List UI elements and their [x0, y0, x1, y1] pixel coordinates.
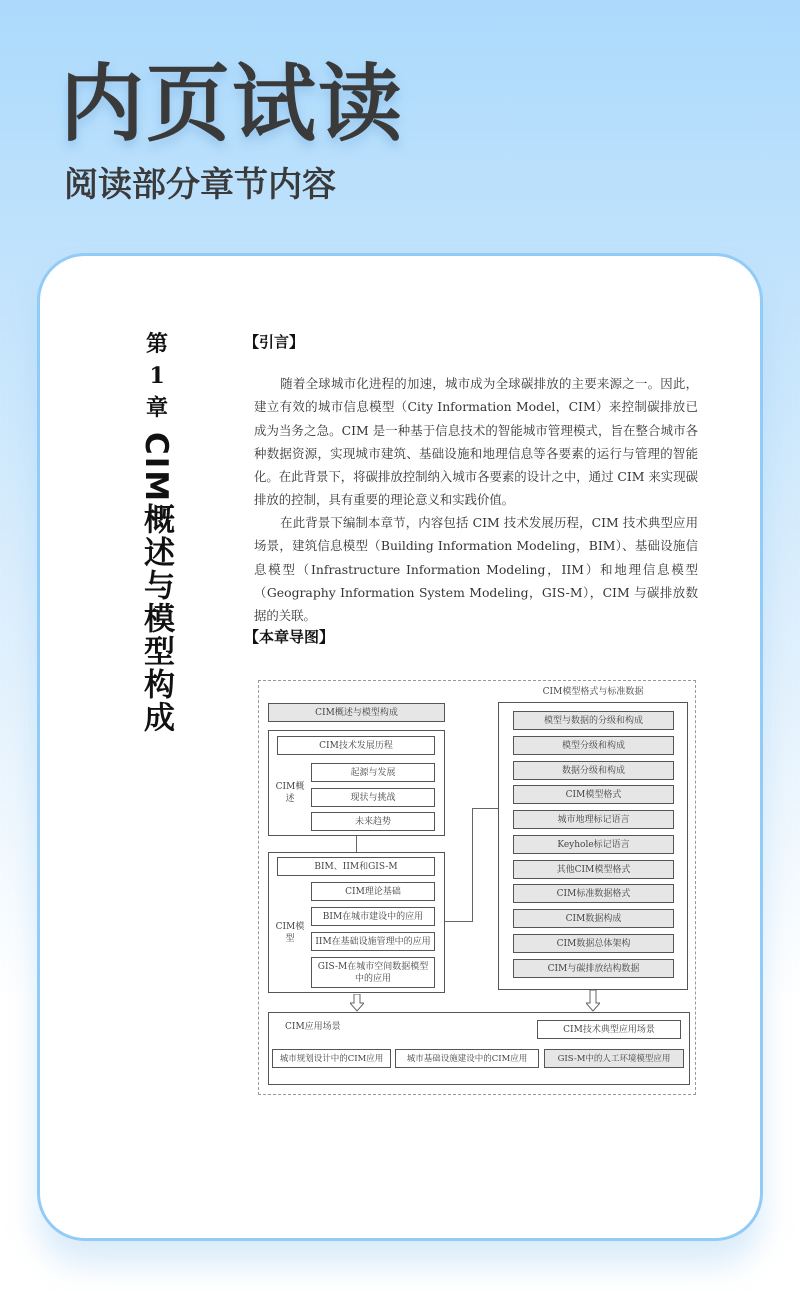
arrow-down-icon: [350, 994, 364, 1012]
model-label: CIM模型: [275, 922, 305, 944]
format-item: 其他CIM模型格式: [513, 860, 674, 879]
mindmap-heading: 【本章导图】: [244, 628, 335, 646]
formats-title: CIM模型格式与标准数据: [542, 687, 644, 697]
overview-item: 现状与挑战: [311, 788, 435, 807]
chapter-number-suffix: 章: [145, 395, 168, 421]
chapter-title: CIM概述与模型构成: [138, 432, 174, 735]
format-item: 城市地理标记语言: [513, 810, 674, 829]
model-header: BIM、IIM和GIS-M: [277, 857, 435, 876]
format-item: CIM数据构成: [513, 909, 674, 928]
overview-item: 未来趋势: [311, 812, 435, 831]
connector-line: [445, 921, 473, 922]
chapter-number-prefix: 第: [145, 331, 168, 357]
model-item: CIM理论基础: [311, 882, 435, 901]
format-item: CIM模型格式: [513, 785, 674, 804]
format-item: 数据分级和构成: [513, 761, 674, 780]
format-item: CIM数据总体架构: [513, 934, 674, 953]
format-item: 模型分级和构成: [513, 736, 674, 755]
model-item: GIS-M在城市空间数据模型中的应用: [311, 957, 435, 988]
application-item: 城市基础设施建设中的CIM应用: [395, 1049, 539, 1068]
chapter-mindmap: [258, 680, 696, 1095]
chapter-number-value: 1: [149, 363, 165, 389]
connector-line: [472, 808, 498, 809]
model-item: IIM在基础设施管理中的应用: [311, 932, 435, 951]
hero-subtitle: 阅读部分章节内容: [64, 165, 336, 205]
applications-label: CIM应用场景: [285, 1022, 341, 1032]
format-item: CIM与碳排放结构数据: [513, 959, 674, 978]
chapter-number: [143, 328, 171, 424]
intro-paragraph-1-text: 随着全球城市化进程的加速，城市成为全球碳排放的主要来源之一。因此，建立有效的城市信息模型（City Information Model，CIM）来控制碳排放已成为当务之急。CIM 是一种基于信息技术的智能城市管理模式，旨在整合城市各种数据资源，实现城市建筑、基础设施和地理信息等各要素的运行与管理的智能化。在此背景下，将碳排放控制纳入城市各要素的设计之中，通过 CIM 来实现碳排放的控制，具有重要的理论意义和实践价值。: [254, 376, 698, 508]
format-item: Keyhole标记语言: [513, 835, 674, 854]
model-item: BIM在城市建设中的应用: [311, 907, 435, 926]
intro-paragraph-2: [254, 511, 698, 627]
intro-paragraph-1: [254, 372, 698, 512]
overview-item: 起源与发展: [311, 763, 435, 782]
applications-header: CIM技术典型应用场景: [537, 1020, 681, 1039]
hero-title: 内页试读: [60, 55, 405, 153]
intro-paragraph-2-text: 在此背景下编制本章节，内容包括 CIM 技术发展历程，CIM 技术典型应用场景，建筑信息模型（Building Information Modeling，BIM）、基础设施信息模型（Infrastructure Information Modeling，IIM）和地理信息模型（Geography Information System Modeling，GIS-M），CIM 与碳排放数据的关联。: [254, 515, 698, 624]
overview-label: CIM概述: [275, 782, 305, 804]
format-item: CIM标准数据格式: [513, 884, 674, 903]
format-item: 模型与数据的分级和构成: [513, 711, 674, 730]
connector-line: [356, 836, 357, 852]
arrow-down-icon: [586, 990, 600, 1012]
mindmap-root: CIM概述与模型构成: [268, 703, 445, 722]
connector-line: [472, 808, 473, 922]
application-item: GIS-M中的人工环境模型应用: [544, 1049, 684, 1068]
application-item: 城市规划设计中的CIM应用: [272, 1049, 391, 1068]
intro-heading: 【引言】: [244, 333, 305, 351]
overview-header: CIM技术发展历程: [277, 736, 435, 755]
